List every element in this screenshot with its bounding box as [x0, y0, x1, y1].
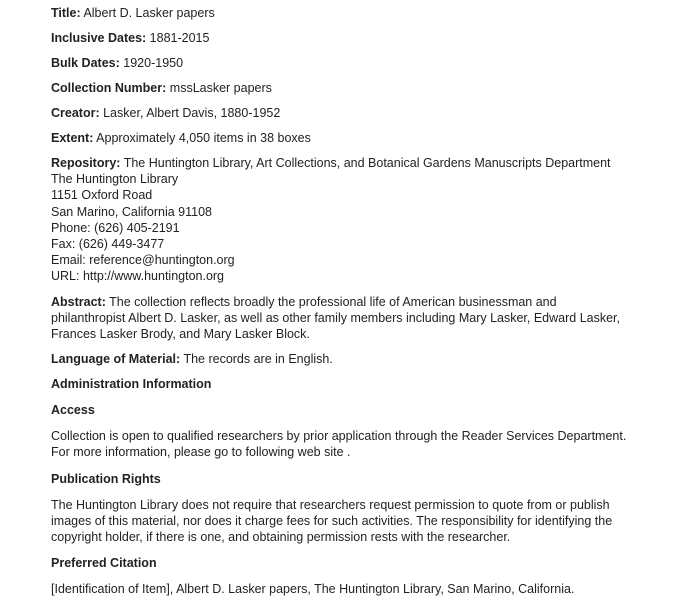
- access-line: Collection is open to qualified researchers by prior application through the Reader Services Department.: [51, 429, 627, 444]
- field-label: Bulk Dates:: [51, 56, 120, 70]
- field-extent: [51, 130, 691, 146]
- access-line-text: For more information, please go to following: [51, 445, 295, 460]
- access-text: [51, 428, 691, 460]
- field-label: Title:: [51, 6, 81, 20]
- field-bulk-dates: [51, 55, 691, 71]
- publication-line: copyright holder, if there is one, and obtaining permission rests with the researcher.: [51, 530, 511, 545]
- field-repository: [51, 155, 691, 285]
- repository-line: [51, 155, 691, 171]
- field-label: Collection Number:: [51, 81, 167, 95]
- field-value: 1920-1950: [123, 56, 184, 70]
- abstract-line: philanthropist Albert D. Lasker, as well as other family members including Mary Lasker, Edward Lasker,: [51, 310, 621, 325]
- field-inclusive-dates: [51, 30, 691, 46]
- field-creator: [51, 105, 691, 121]
- field-value: mssLasker papers: [169, 81, 272, 95]
- repository-address-line: San Marino, California 91108: [51, 204, 212, 219]
- access-line-end: .: [347, 445, 351, 460]
- abstract-line: Frances Lasker Brody, and Mary Lasker Block.: [51, 327, 310, 342]
- field-label: Repository:: [51, 156, 121, 170]
- field-value: The records are in English.: [183, 352, 333, 367]
- field-label: Abstract:: [51, 294, 106, 309]
- publication-line: images of this material, nor does it charge fees for such activities. The responsibility for identifying the: [51, 513, 613, 528]
- section-heading-preferred-citation: Preferred Citation: [51, 556, 157, 571]
- field-language: [51, 351, 691, 367]
- section-heading-administration: Administration Information: [51, 377, 212, 392]
- repository-fax: Fax: (626) 449-3477: [51, 237, 165, 252]
- repository-email: Email: reference@huntington.org: [51, 253, 235, 268]
- web-site-link[interactable]: web site: [297, 445, 344, 460]
- field-abstract: [51, 294, 691, 343]
- repository-address-line: 1151 Oxford Road: [51, 188, 153, 203]
- field-collection-number: [51, 80, 691, 96]
- repository-url: URL: http://www.huntington.org: [51, 269, 225, 284]
- abstract-text: The collection reflects broadly the professional life of American businessman and: [109, 294, 557, 309]
- field-label: Language of Material:: [51, 352, 181, 367]
- field-label: Creator:: [51, 106, 100, 120]
- publication-rights-text: [51, 497, 691, 546]
- field-label: Extent:: [51, 131, 94, 145]
- publication-line: The Huntington Library does not require that researchers request permission to quote from or publish: [51, 497, 610, 512]
- field-value: 1881-2015: [149, 31, 210, 45]
- field-label: Inclusive Dates:: [51, 31, 147, 45]
- repository-phone: Phone: (626) 405-2191: [51, 220, 180, 235]
- field-value: Albert D. Lasker papers: [83, 6, 215, 20]
- section-heading-publication-rights: Publication Rights: [51, 471, 161, 486]
- field-title: [51, 5, 691, 21]
- field-value: Approximately 4,050 items in 38 boxes: [96, 131, 311, 145]
- section-heading-access: Access: [51, 403, 95, 418]
- field-value: Lasker, Albert Davis, 1880-1952: [103, 106, 281, 120]
- citation-text: [Identification of Item], Albert D. Lasker papers, The Huntington Library, San Marino, California.: [51, 582, 575, 597]
- abstract-line: [51, 294, 691, 310]
- field-value: The Huntington Library, Art Collections, and Botanical Gardens Manuscripts Department: [123, 156, 611, 170]
- repository-address-line: The Huntington Library: [51, 172, 179, 187]
- access-line: [51, 444, 691, 460]
